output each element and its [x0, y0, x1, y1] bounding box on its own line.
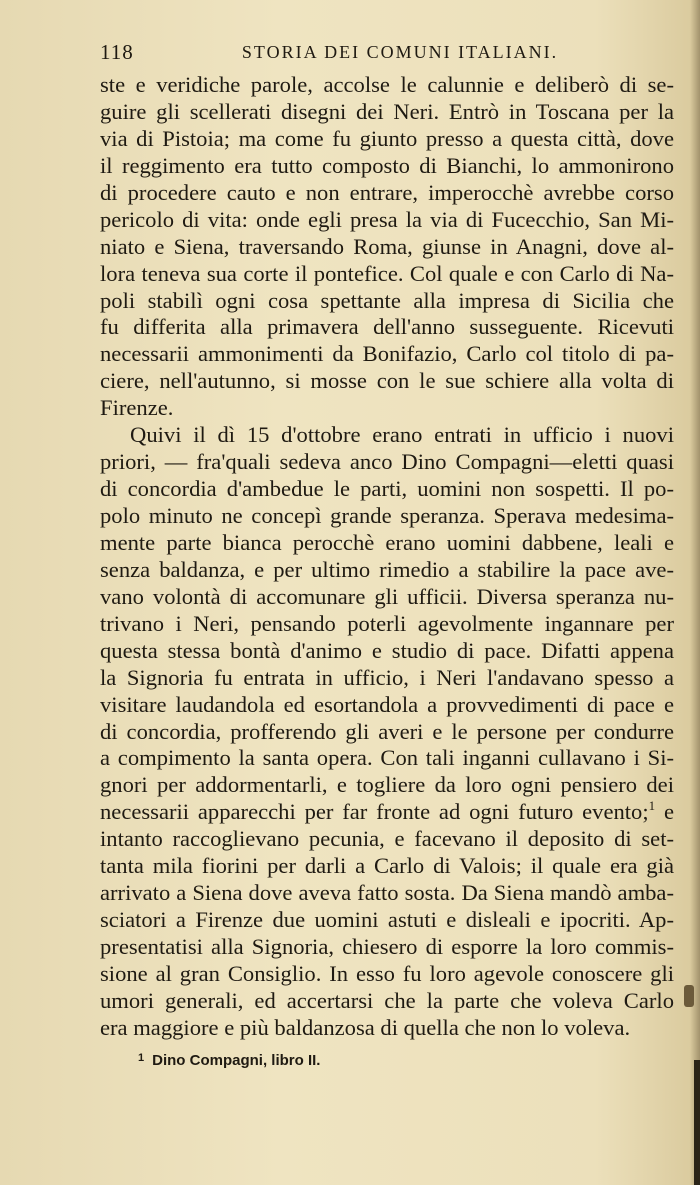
text-line: necessarii ammonimenti da Bonifazio, Carlo col titolo di pa-: [100, 341, 674, 367]
text-line: gnori per addormentarli, e togliere da loro ogni pensiero dei: [100, 772, 674, 798]
text-line: questa stessa bontà d'animo e studio di pace. Difatti appena: [100, 637, 674, 663]
text-line: umori generali, ed accertarsi che la parte che voleva Carlo: [100, 987, 674, 1013]
text-line: guire gli scellerati disegni dei Neri. Entrò in Toscana per la: [100, 98, 674, 124]
text-line: ste e veridiche parole, accolse le calunnie e deliberò di se-: [100, 72, 674, 97]
text-line: arrivato a Siena dove aveva fatto sosta. Da Siena mandò amba-: [100, 880, 674, 906]
margin-blemish: [684, 985, 694, 1007]
footnote-marker: 1: [138, 1052, 145, 1064]
text-line: sione al gran Consiglio. In esso fu loro agevole conoscere gli: [100, 960, 674, 986]
text-line: di concordia, profferendo gli averi e le persone per condurre: [100, 718, 674, 744]
footnote-text: Dino Compagni, libro II.: [152, 1052, 321, 1069]
text-line: trivano i Neri, pensando poterli agevolmente ingannare per: [100, 610, 674, 636]
text-line: pericolo di vita: onde egli presa la via di Fucecchio, San Mi-: [100, 206, 674, 232]
text-line: la Signoria fu entrata in ufficio, i Neri l'andavano spesso a: [100, 664, 674, 690]
text-line: presentatisi alla Signoria, chiesero di esporre la loro commis-: [100, 934, 674, 959]
text-line: vano volontà di accomunare gli ufficii. Diversa speranza nu-: [100, 583, 674, 609]
page-edge-binding: [694, 1060, 700, 1185]
body-text: [100, 72, 674, 1042]
text-line: a compimento la santa opera. Con tali inganni cullavano i Si-: [100, 745, 674, 771]
running-title: STORIA DEI COMUNI ITALIANI.: [241, 42, 559, 62]
text-line: via di Pistoia; ma come fu giunto presso a questa città, dove: [100, 125, 674, 151]
text-line: mente parte bianca perocchè erano uomini dabbene, leali e: [100, 529, 674, 555]
text-line: Firenze.: [100, 395, 174, 421]
text-line: sciatori a Firenze due uomini astuti e disleali e ipocriti. Ap-: [100, 907, 674, 933]
footnote-reference[interactable]: 1: [648, 798, 656, 814]
text-line: di concordia d'ambedue le parti, uomini non sospetti. Il po-: [100, 476, 674, 502]
text-line: intanto raccoglievano pecunia, e facevano il deposito di set-: [100, 826, 674, 852]
text-line: lora teneva sua corte il pontefice. Col quale e con Carlo di Na-: [100, 260, 674, 286]
text-line: poli stabilì ogni cosa spettante alla impresa di Sicilia che: [100, 287, 674, 313]
footnote: [138, 1052, 638, 1069]
text-line: senza baldanza, e per ultimo rimedio a stabilire la pace ave-: [100, 556, 674, 582]
text-line: il reggimento era tutto composto di Bianchi, lo ammonirono: [100, 152, 674, 178]
text-line: tanta mila fiorini per darli a Carlo di Valois; il quale era già: [100, 853, 674, 879]
text-line-fragment: necessarii apparecchi per far fronte ad ogni futuro evento;: [100, 799, 649, 825]
text-line: di procedere cauto e non entrare, imperocchè avrebbe corso: [100, 179, 674, 205]
page-edge-shadow: [690, 0, 700, 1185]
text-line-with-note: [100, 799, 674, 826]
text-line: Quivi il dì 15 d'ottobre erano entrati in ufficio i nuovi: [130, 422, 674, 448]
text-line: priori, — fra'quali sedeva anco Dino Compagni—eletti quasi: [100, 449, 674, 475]
text-line: ciere, nell'autunno, si mosse con le sue schiere alla volta di: [100, 368, 674, 394]
text-line: era maggiore e più baldanzosa di quella che non lo voleva.: [100, 1014, 631, 1040]
page-number: 118: [100, 40, 134, 64]
text-line: fu differita alla primavera dell'anno susseguente. Ricevuti: [100, 314, 674, 340]
text-line: niato e Siena, traversando Roma, giunse in Anagni, dove al-: [100, 233, 674, 259]
text-line-tail: e: [655, 799, 674, 825]
page-header: [100, 40, 670, 68]
text-line: visitare laudandola ed esortandola a provvedimenti di pace e: [100, 691, 674, 717]
text-line: polo minuto ne concepì grande speranza. Sperava medesima-: [100, 503, 674, 528]
